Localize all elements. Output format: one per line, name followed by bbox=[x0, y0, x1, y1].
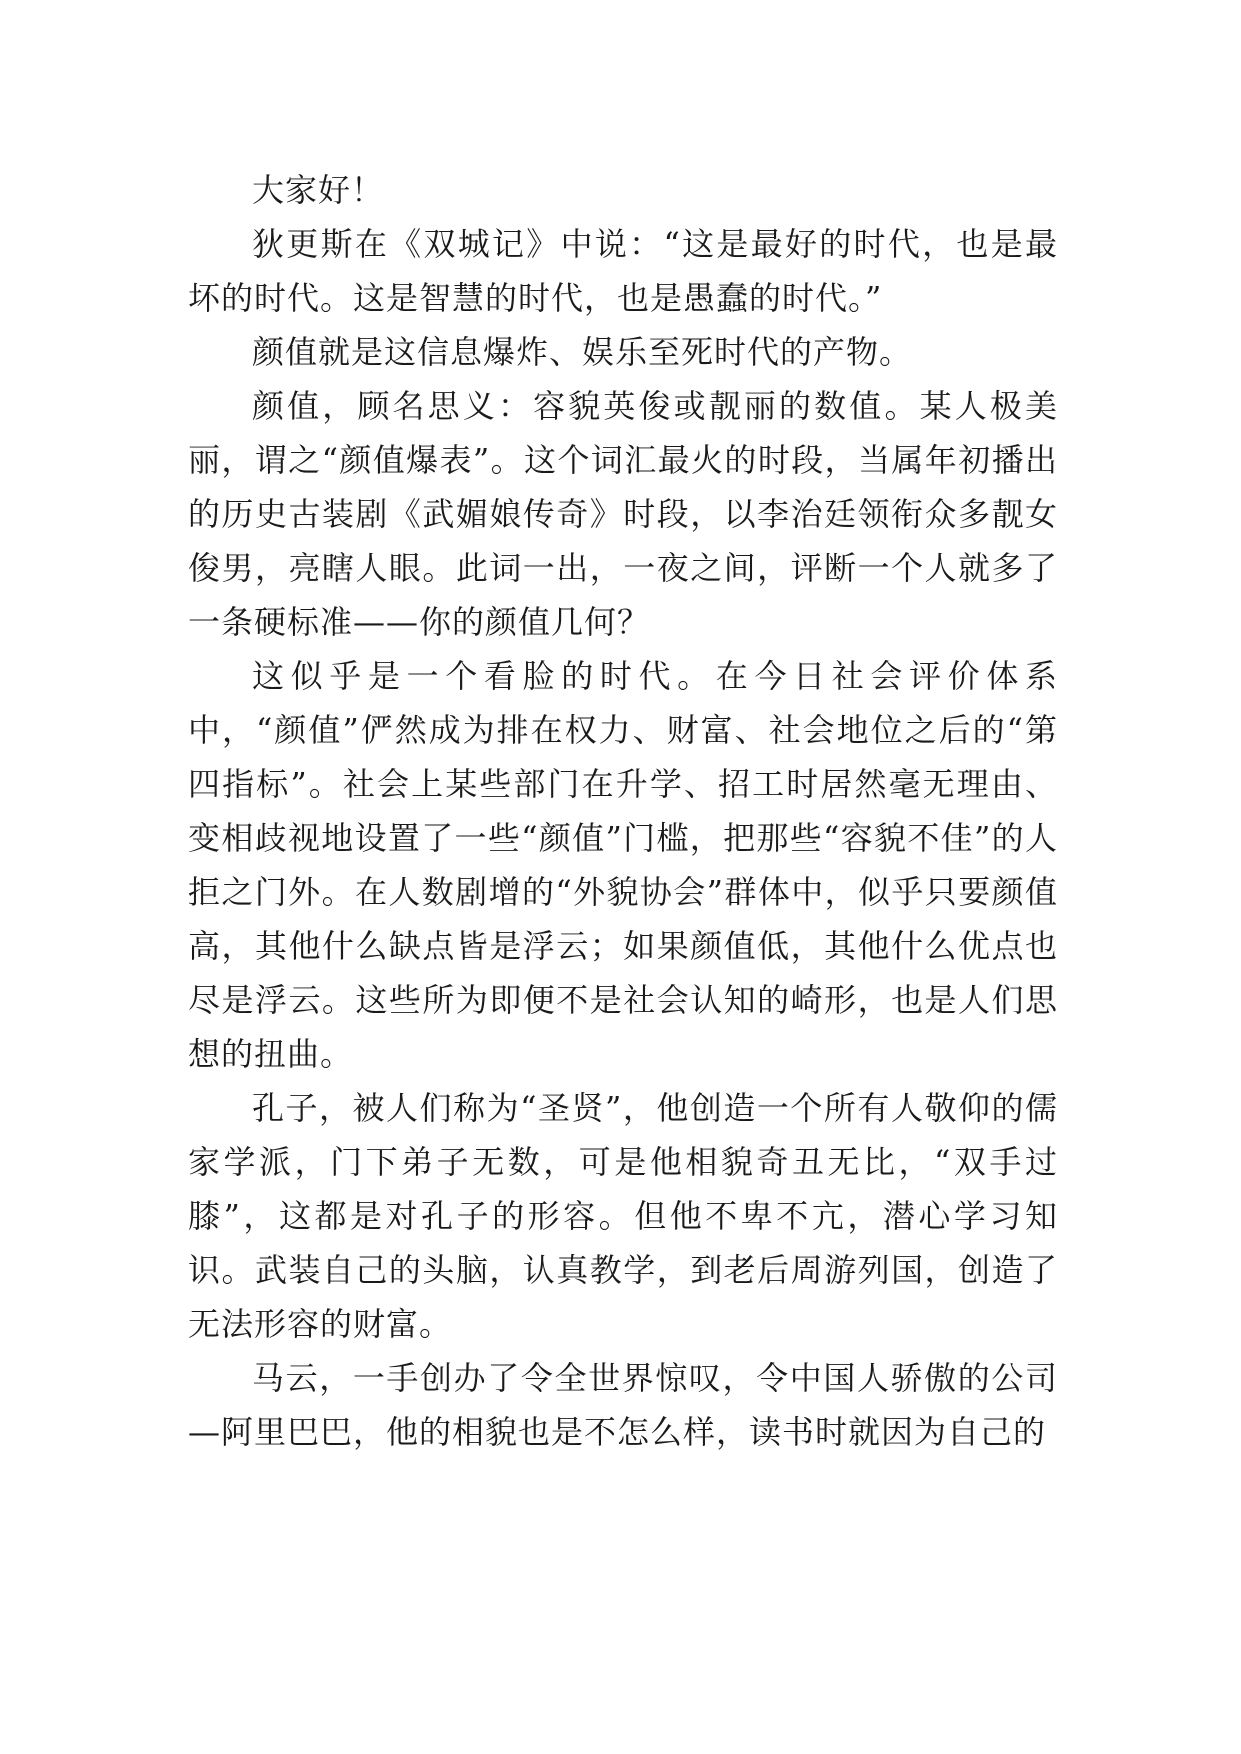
paragraph-face-era: 这似乎是一个看脸的时代。在今日社会评价体系中，“颜值”俨然成为排在权力、财富、社会地位之后的“第四指标”。社会上某些部门在升学、招工时居然毫无理由、变相歧视地设置了一些“颜值”门槛，把那些“容貌不佳”的人拒之门外。在人数剧增的“外貌协会”群体中，似乎只要颜值高，其他什么缺点皆是浮云；如果颜值低，其他什么优点也尽是浮云。这些所为即便不是社会认知的崎形，也是人们思想的扭曲。 bbox=[188, 657, 1058, 1073]
document-body bbox=[188, 163, 1058, 1459]
paragraph-jack-ma: 马云，一手创办了令全世界惊叹，令中国人骄傲的公司—阿里巴巴，他的相貌也是不怎么样，读书时就因为自己的 bbox=[188, 1359, 1058, 1451]
paragraph-greeting: 大家好！ bbox=[252, 171, 385, 209]
paragraph-era-product: 颜值就是这信息爆炸、娱乐至死时代的产物。 bbox=[252, 333, 913, 371]
paragraph-definition: 颜值，顾名思义：容貌英俊或靓丽的数值。某人极美丽，谓之“颜值爆表”。这个词汇最火的时段，当属年初播出的历史古装剧《武媚娘传奇》时段，以李治廷领衔众多靓女俊男，亮瞎人眼。此词一出，一夜之间，评断一个人就多了一条硬标准——你的颜值几何？ bbox=[188, 387, 1058, 641]
paragraph-dickens-quote: 狄更斯在《双城记》中说：“这是最好的时代，也是最坏的时代。这是智慧的时代，也是愚蠢的时代。” bbox=[188, 225, 1058, 317]
paragraph-confucius: 孔子，被人们称为“圣贤”，他创造一个所有人敬仰的儒家学派，门下弟子无数，可是他相貌奇丑无比，“双手过膝”，这都是对孔子的形容。但他不卑不亢，潜心学习知识。武装自己的头脑，认真教学，到老后周游列国，创造了无法形容的财富。 bbox=[188, 1089, 1058, 1343]
